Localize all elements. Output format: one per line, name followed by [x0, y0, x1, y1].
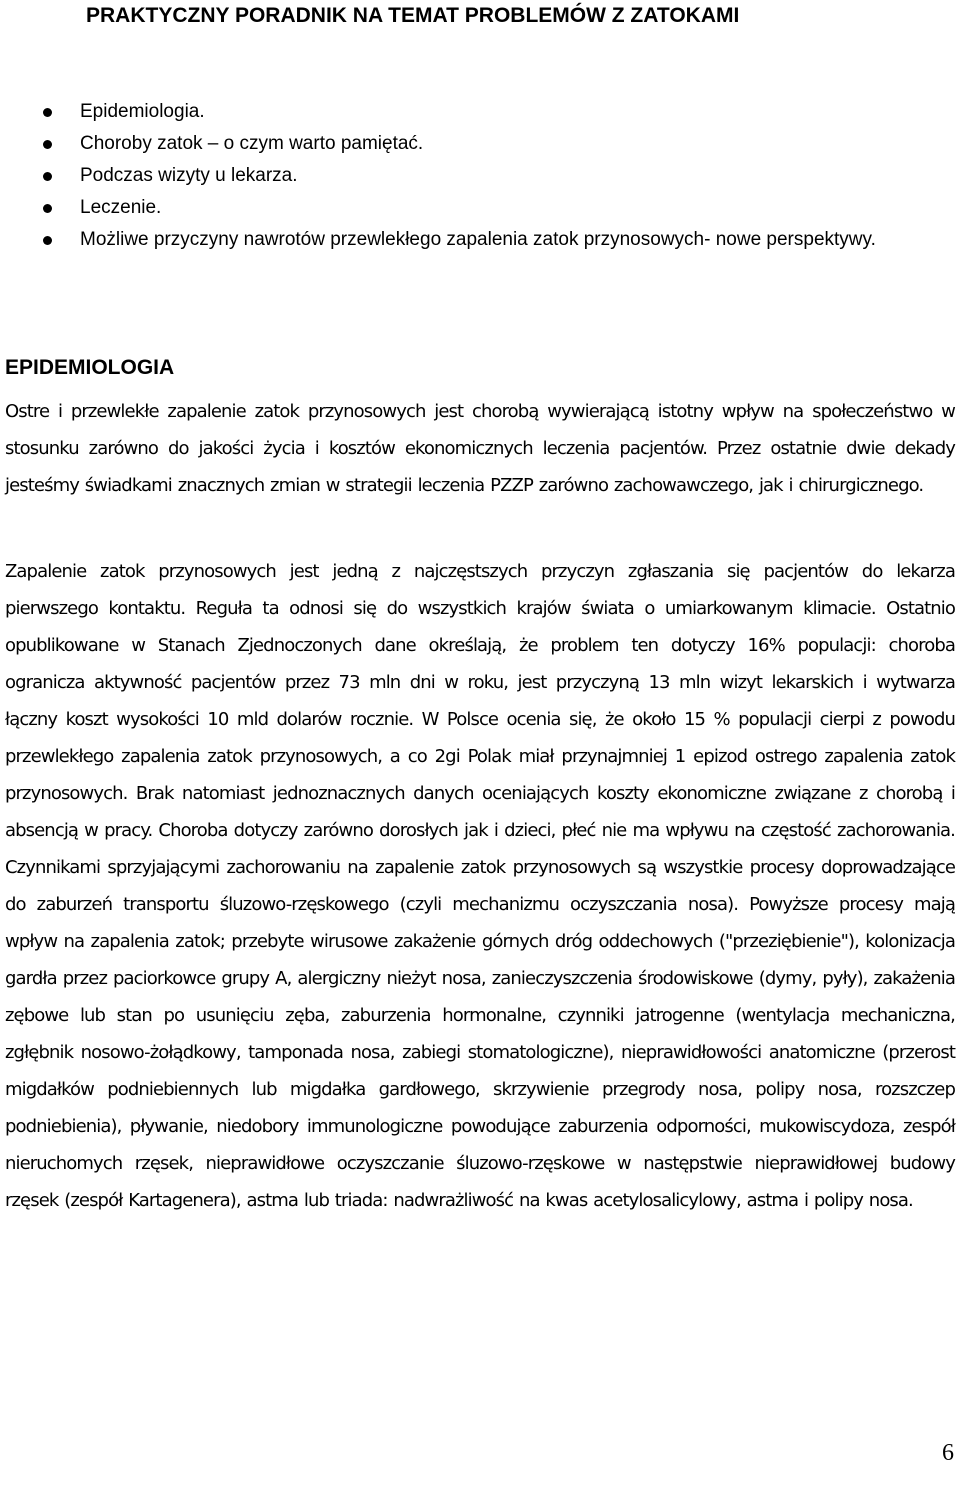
bullet-icon [43, 204, 52, 213]
bullet-icon [43, 108, 52, 117]
contents-item [40, 96, 920, 128]
contents-list [40, 96, 920, 256]
body-paragraph: Zapalenie zatok przynosowych jest jedną z najczęstszych przyczyn zgłaszania się pacjentów do lekarza pierwszego kontaktu. Reguła ta odnosi się do wszystkich krajów świata o umiarkowanym klimacie. Ostatnio opublikowane w Stanach Zjednoczonych dane określają, że problem ten dotyczy 16% populacji: choroba ogranicza aktywność pacjentów przez 73 mln dni w roku, jest przyczyną 13 mln wizyt lekarskich i wytwarza łączny koszt wysokości 10 mld dolarów rocznie. W Polsce ocenia się, że około 15 % populacji cierpi z powodu przewlekłego zapalenia zatok przynosowych, a co 2gi Polak miał przynajmniej 1 epizod ostrego zapalenia zatok przynosowych. Brak natomiast jednoznacznych danych oceniających koszty ekonomiczne związane z chorobą i absencją w pracy. Choroba dotyczy zarówno dorosłych jak i dzieci, płeć nie ma wpływu na częstość zachorowania. Czynnikami sprzyjającymi zachorowaniu na zapalenie zatok przynosowych są wszystkie procesy doprowadzające do zaburzeń transportu śluzowo-rzęskowego (czyli mechanizmu oczyszczania nosa). Powyższe procesy mają wpływ na zapalenia zatok; przebyte wirusowe zakażenie górnych dróg oddechowych ("przeziębienie"), kolonizacja gardła przez paciorkowce grupy A, alergiczny nieżyt nosa, zanieczyszczenia środowiskowe (dymy, pyły), zakażenia zębowe lub stan po usunięciu zęba, zaburzenia hormonalne, czynniki jatrogenne (wentylacja mechaniczna, zgłębnik nosowo-żołądkowy, tamponada nosa, zabiegi stomatologiczne), nieprawidłowości anatomiczne (przerost migdałków podniebiennych lub migdałka gardłowego, skrzywienie przegrody nosa, polipy nosa, rozszczep podniebienia), pływanie, niedobory immunologiczne powodujące zaburzenia odporności, mukowiscydoza, zespół nieruchomych rzęsek, nieprawidłowe oczyszczanie śluzowo-rzęskowe w następstwie nieprawidłowej budowy rzęsek (zespół Kartagenera), astma lub triada: nadwrażliwość na kwas acetylosalicylowy, astma i polipy nosa. [5, 561, 955, 1211]
contents-item [40, 224, 920, 256]
bullet-icon [43, 172, 52, 181]
page-title: PRAKTYCZNY PORADNIK NA TEMAT PROBLEMÓW Z ZATOKAMI [86, 4, 740, 27]
contents-item-label: Choroby zatok – o czym warto pamiętać. [80, 133, 424, 154]
contents-item-label: Leczenie. [80, 197, 162, 218]
contents-item [40, 160, 920, 192]
contents-item-label: Możliwe przyczyny nawrotów przewlekłego zapalenia zatok przynosowych- nowe perspektywy. [80, 229, 876, 250]
section-heading: EPIDEMIOLOGIA [5, 356, 175, 379]
bullet-icon [43, 140, 52, 149]
contents-item [40, 128, 920, 160]
contents-item-label: Podczas wizyty u lekarza. [80, 165, 298, 186]
body-paragraph: Ostre i przewlekłe zapalenie zatok przynosowych jest chorobą wywierającą istotny wpływ na społeczeństwo w stosunku zarówno do jakości życia i kosztów ekonomicznych leczenia pacjentów. Przez ostatnie dwie dekady jesteśmy świadkami znacznych zmian w strategii leczenia PZZP zarówno zachowawczego, jak i chirurgicznego. [5, 401, 955, 496]
contents-item-label: Epidemiologia. [80, 101, 205, 122]
bullet-icon [43, 236, 52, 245]
contents-item [40, 192, 920, 224]
page-number: 6 [942, 1440, 954, 1466]
